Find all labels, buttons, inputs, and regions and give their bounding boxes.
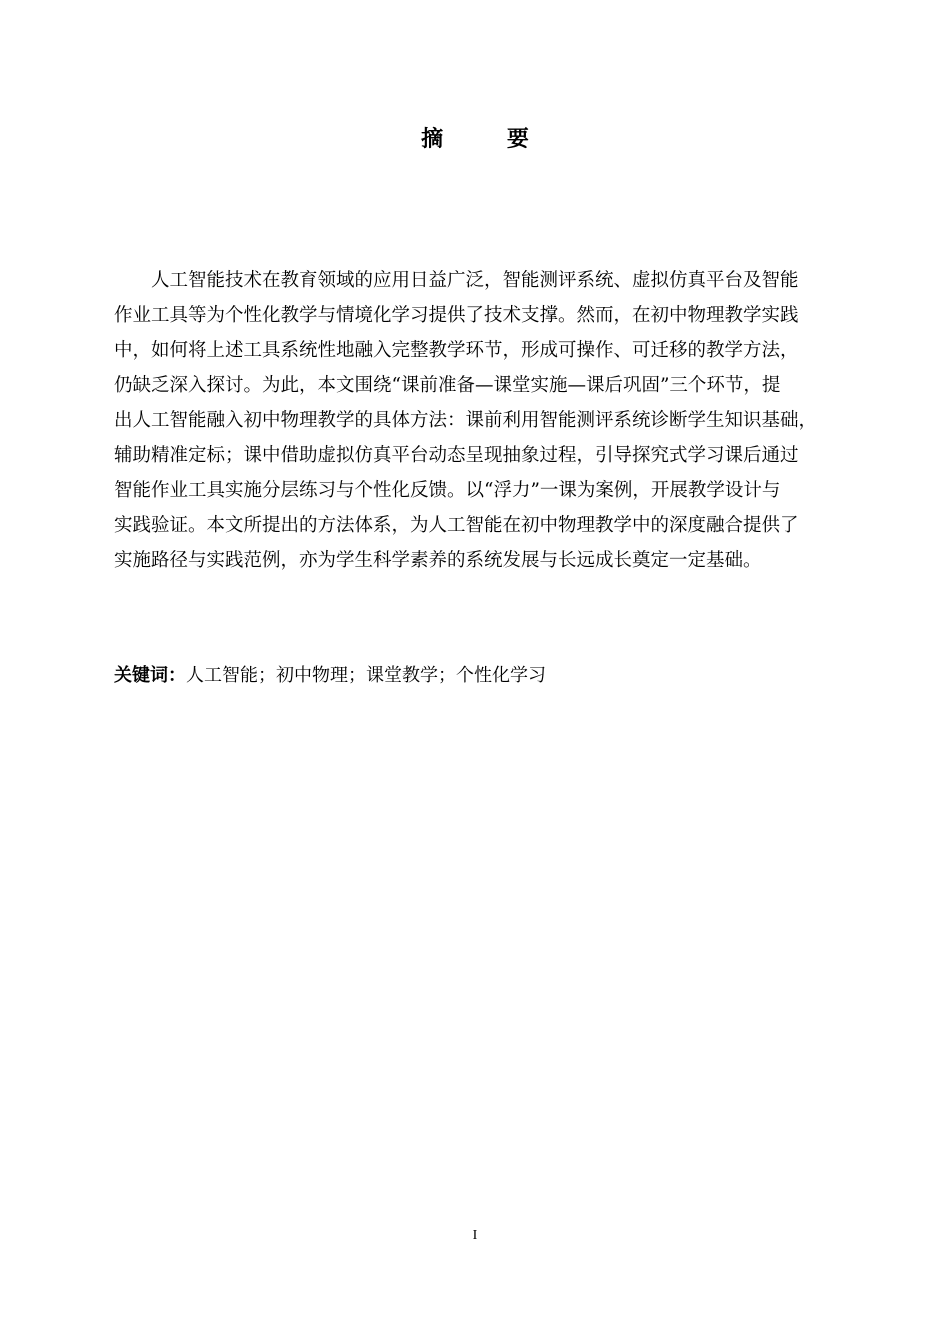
abstract-line: 中，如何将上述工具系统性地融入完整教学环节，形成可操作、可迁移的教学方法， [114,340,799,361]
keywords-label: 关键词： [114,665,186,686]
abstract-line: 出人工智能融入初中物理教学的具体方法：课前利用智能测评系统诊断学生知识基础， [114,410,818,431]
abstract-line: 实施路径与实践范例，亦为学生科学素养的系统发展与长远成长奠定一定基础。 [114,550,762,571]
abstract-line: 人工智能技术在教育领域的应用日益广泛，智能测评系统、虚拟仿真平台及智能 [151,270,799,291]
page-title: 摘 要 [421,127,557,152]
abstract-line: 仍缺乏深入探讨。为此，本文围绕“课前准备—课堂实施—课后巩固”三个环节，提 [114,375,781,396]
keywords-row [114,660,546,692]
abstract-line: 实践验证。本文所提出的方法体系，为人工智能在初中物理教学中的深度融合提供了 [114,515,799,536]
abstract-line: 智能作业工具实施分层练习与个性化反馈。以“浮力”一课为案例，开展教学设计与 [114,480,781,501]
abstract-body [114,263,834,578]
keywords-text: 人工智能；初中物理；课堂教学；个性化学习 [186,665,546,686]
abstract-line: 作业工具等为个性化教学与情境化学习提供了技术支撑。然而，在初中物理教学实践 [114,305,799,326]
page-number: I [472,1228,478,1243]
abstract-line: 辅助精准定标；课中借助虚拟仿真平台动态呈现抽象过程，引导探究式学习课后通过 [114,445,799,466]
